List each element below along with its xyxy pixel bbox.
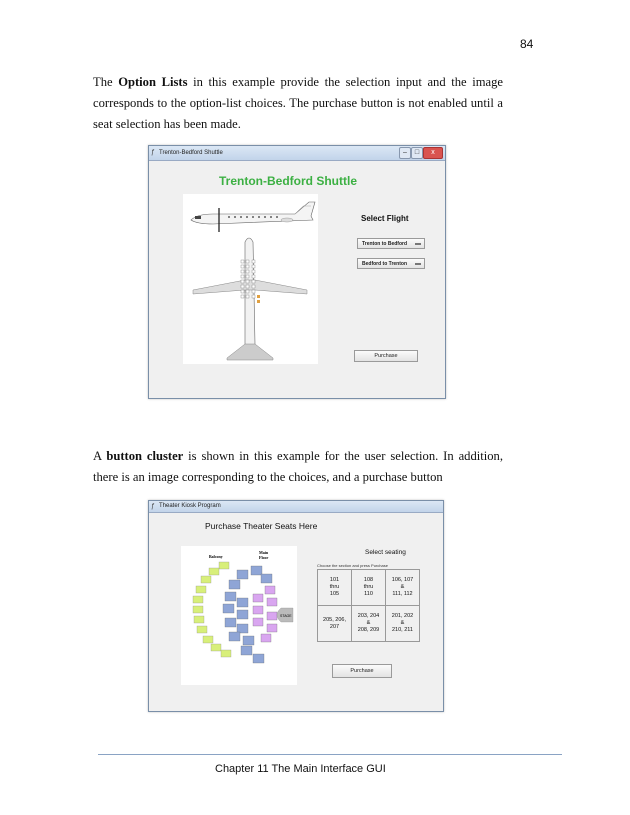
dropdown-indicator-icon bbox=[415, 263, 421, 265]
footer-divider bbox=[98, 754, 562, 755]
shuttle-titlebar bbox=[149, 146, 445, 161]
aircraft-svg bbox=[183, 194, 318, 364]
section-button-201-211[interactable]: 201, 202 & 210, 211 bbox=[386, 606, 420, 642]
shuttle-heading: Trenton-Bedford Shuttle bbox=[219, 174, 357, 188]
seating-group-caption: Choose the section and press Purchase bbox=[317, 563, 388, 568]
section-button-203-209[interactable]: 203, 204 & 208, 209 bbox=[352, 606, 386, 642]
grid-row bbox=[318, 606, 420, 642]
page-number: 84 bbox=[520, 37, 534, 51]
section-button-101-105[interactable]: 101 thru 105 bbox=[318, 570, 352, 606]
theater-purchase-button[interactable]: Purchase bbox=[332, 664, 392, 678]
main-floor-label-2: Floor bbox=[259, 555, 269, 560]
option-label: Trenton to Bedford bbox=[362, 241, 407, 247]
theater-window bbox=[148, 500, 444, 712]
section-button-108-110[interactable]: 108 thru 110 bbox=[352, 570, 386, 606]
footer-chapter: Chapter 11 The Main Interface GUI bbox=[215, 763, 386, 775]
aircraft-diagram bbox=[183, 194, 318, 364]
balcony-label: Balcony bbox=[209, 554, 223, 559]
select-flight-label: Select Flight bbox=[361, 214, 409, 223]
theater-window-title: Theater Kiosk Program bbox=[159, 503, 221, 509]
select-seating-label: Select seating bbox=[365, 549, 406, 556]
shuttle-window-title: Trenton-Bedford Shuttle bbox=[159, 150, 223, 156]
maximize-button[interactable]: □ bbox=[411, 147, 423, 159]
app-icon: ƒ bbox=[151, 503, 155, 510]
seating-map-svg bbox=[181, 546, 297, 685]
option-bedford-to-trenton[interactable] bbox=[357, 258, 425, 269]
section-button-106-112[interactable]: 106, 107 & 111, 112 bbox=[386, 570, 420, 606]
theater-titlebar bbox=[149, 501, 443, 513]
shuttle-purchase-button[interactable]: Purchase bbox=[354, 350, 418, 362]
paragraph-button-cluster: A button cluster is shown in this example for the user selection. In addition, there is an image corresponding to the choices, and a purchase button bbox=[93, 449, 503, 484]
option-trenton-to-bedford[interactable] bbox=[357, 238, 425, 249]
app-icon: ƒ bbox=[151, 149, 155, 156]
theater-heading: Purchase Theater Seats Here bbox=[205, 521, 318, 531]
minimize-button[interactable]: – bbox=[399, 147, 411, 159]
section-button-205-207[interactable]: 205, 206, 207 bbox=[318, 606, 352, 642]
close-button[interactable]: x bbox=[423, 147, 443, 159]
paragraph-option-lists: The Option Lists in this example provide the selection input and the image corresponds to the option-list choices. The purchase button is not enabled until a seat selection has been made. bbox=[93, 75, 503, 131]
main-floor-label-1: Main bbox=[259, 550, 269, 555]
shuttle-window bbox=[148, 145, 446, 399]
dropdown-indicator-icon bbox=[415, 243, 421, 245]
seating-button-grid bbox=[317, 569, 420, 642]
option-label: Bedford to Trenton bbox=[362, 261, 407, 267]
seating-map bbox=[181, 546, 297, 685]
stage-label: STAGE bbox=[280, 614, 292, 618]
grid-row bbox=[318, 570, 420, 606]
